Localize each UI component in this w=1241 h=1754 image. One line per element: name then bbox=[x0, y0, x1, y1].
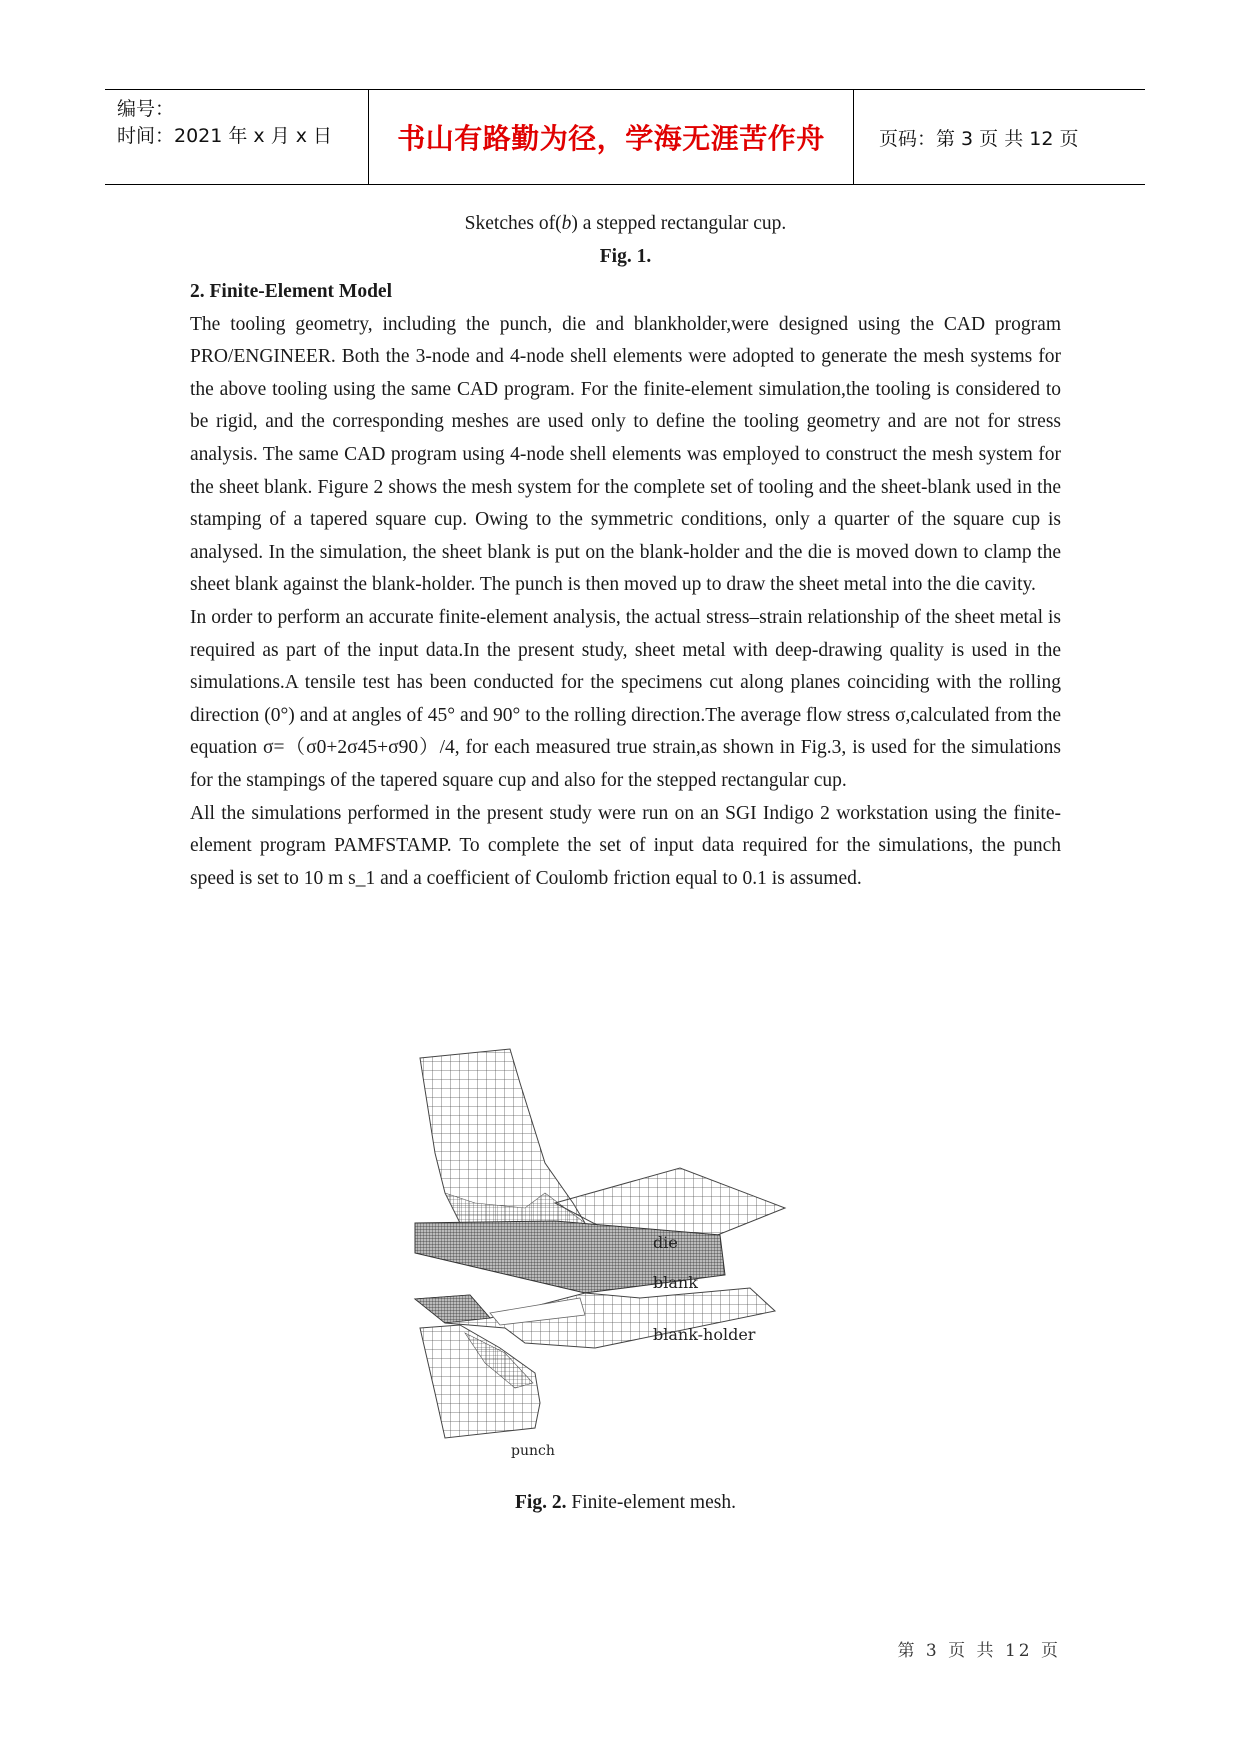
fig1-caption-prefix: Sketches of( bbox=[464, 213, 562, 234]
fig2-caption-text: Finite-element mesh. bbox=[566, 1492, 736, 1513]
header-info-cell bbox=[105, 90, 369, 184]
number-label: 编号： bbox=[117, 98, 175, 120]
fig1-caption-italic: b bbox=[561, 213, 572, 234]
paragraph-2: In order to perform an accurate finite-element analysis, the actual stress–strain relationship of the sheet metal is required as part of the input data.In the present study, sheet metal with deep-drawing quality is used in the simulations.A tensile test has been conducted for the specimens cut along planes coinciding with the rolling direction (0°) and at angles of 45° and 90° to the rolling direction.The average flow stress σ,calculated from the equation σ=（σ0+2σ45+σ90）/4, for each measured true strain,as shown in Fig.3, is used for the simulations for the stampings of the tapered square cup and also for the stepped rectangular cup. bbox=[190, 606, 1061, 791]
fig2-caption-label: Fig. 2. bbox=[515, 1492, 567, 1513]
motto-text: 书山有路勤为径，学海无涯苦作舟 bbox=[397, 122, 825, 155]
header-motto-cell bbox=[369, 90, 854, 184]
page-number-label: 页码：第 3 页 共 12 页 bbox=[879, 127, 1079, 150]
fig1-label: Fig. 1. bbox=[599, 246, 652, 267]
label-blank: blank bbox=[653, 1273, 698, 1292]
time-label: 时间：2021 年 x 月 x 日 bbox=[117, 125, 333, 147]
fig2-caption bbox=[190, 1492, 1061, 1514]
fig1-caption-suffix: ) a stepped rectangular cup. bbox=[571, 213, 787, 234]
paragraph-3: All the simulations performed in the present study were run on an SGI Indigo 2 workstation using the finite-element program PAMFSTAMP. To complete the set of input data required for the simulations, the punch speed is set to 10 m s_1 and a coefficient of Coulomb friction equal to 0.1 is assumed. bbox=[190, 802, 1061, 889]
label-blank-holder: blank-holder bbox=[653, 1325, 756, 1344]
section-heading: 2. Finite-Element Model bbox=[190, 281, 392, 302]
page-header bbox=[105, 89, 1145, 185]
label-punch: punch bbox=[511, 1443, 555, 1459]
header-page-cell bbox=[867, 90, 1145, 184]
fig2-mesh-figure bbox=[405, 1043, 845, 1473]
mesh-illustration bbox=[405, 1043, 845, 1473]
paragraph-1: The tooling geometry, including the punch, die and blankholder,were designed using the CAD program PRO/ENGINEER. Both the 3-node and 4-node shell elements were adopted to generate the mesh systems for the above tooling using the same CAD program. For the finite-element simulation,the tooling is considered to be rigid, and the corresponding meshes are used only to define the tooling geometry and are not for stress analysis. The same CAD program using 4-node shell elements was employed to construct the mesh system for the sheet blank. Figure 2 shows the mesh system for the complete set of tooling and the sheet-blank used in the stamping of a tapered square cup. Owing to the symmetric conditions, only a quarter of the square cup is analysed. In the simulation, the sheet blank is put on the blank-holder and the die is moved down to clamp the sheet blank against the blank-holder. The punch is then moved up to draw the sheet metal into the die cavity. bbox=[190, 313, 1061, 596]
page-footer: 第 3 页 共 12 页 bbox=[897, 1641, 1061, 1661]
fig1-caption bbox=[190, 213, 1061, 235]
label-die: die bbox=[653, 1233, 678, 1252]
punch-mesh bbox=[420, 1325, 540, 1438]
section-body bbox=[190, 276, 1061, 895]
